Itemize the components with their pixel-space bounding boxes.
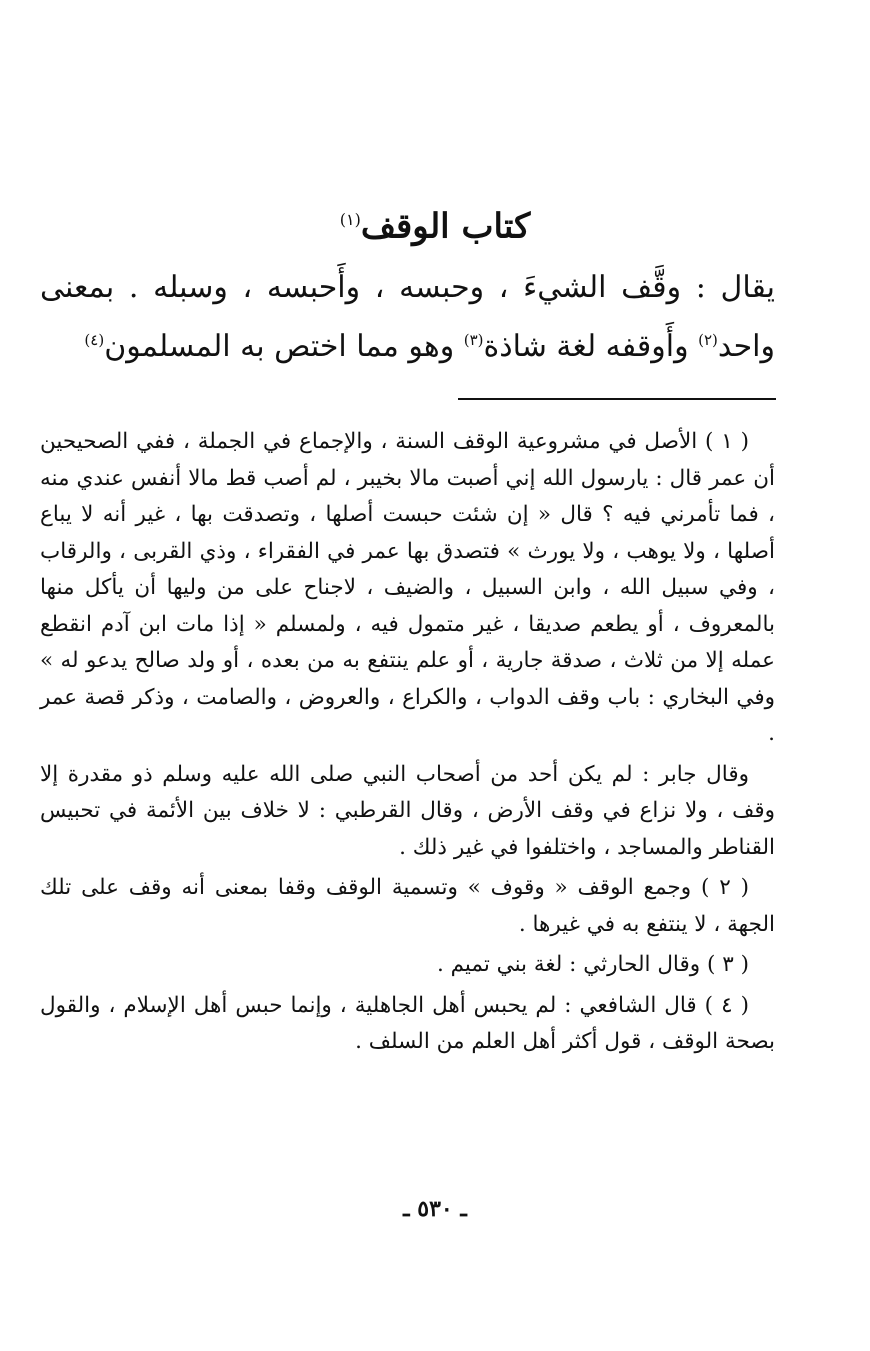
footnote-ref-3: (٣) (463, 331, 484, 349)
footnote-2: ( ٢ ) وجمع الوقف « وقوف » وتسمية الوقف وقفا بمعنى أنه وقف على تلك الجهة ، لا ينتفع به في غيرها . (40, 875, 775, 937)
title-footnote-ref: (١) (339, 210, 361, 229)
footnote-1: ( ١ ) الأصل في مشروعية الوقف السنة ، والإجماع في الجملة ، ففي الصحيحين أن عمر قال : يارسول الله إني أصبت مالا بخيبر ، لم أصب قط مالا أنفس عندي منه ، فما تأمرني فيه ؟ قال « إن شئت حبست أصلها ، وتصدقت بها ، غير أنه لا يباع أصلها ، ولا يوهب ، ولا يورث » فتصدق بها عمر في الفقراء ، وذي القربى ، والرقاب ، وفي سبيل الله ، وابن السبيل ، والضيف ، لاجناح على من وليها أن يأكل منها بالمعروف ، أو يطعم صديقا ، غير متمول فيه ، ولمسلم « إذا مات ابن آدم انقطع عمله إلا من ثلاث ، صدقة جارية ، أو علم ينتفع به من بعده ، أو ولد صالح يدعو له » وفي البخاري : باب وقف الدواب ، والكراع ، والعروض ، والصامت ، وذكر قصة عمر . (40, 429, 775, 746)
footnotes (40, 424, 775, 1061)
main-text-part-1: يقال : وقَّف الشيءَ ، وحبسه ، وأَحبسه ، وسبله . بمعنى واحد (40, 270, 775, 364)
footnote-ref-4: (٤) (84, 331, 105, 349)
footnote-4: ( ٤ ) قال الشافعي : لم يحبس أهل الجاهلية ، وإنما حبس أهل الإسلام ، والقول بصحة الوقف ، قول أكثر أهل العلم من السلف . (40, 992, 775, 1054)
footnote-3: ( ٣ ) وقال الحارثي : لغة بني تميم . (436, 952, 749, 977)
footnote-1-continued: وقال جابر : لم يكن أحد من أصحاب النبي صلى الله عليه وسلم ذو مقدرة إلا وقف ، ولا نزاع في وقف الأرض ، وقال القرطبي : لا خلاف بين الأئمة في تحبيس القناطر والمساجد ، واختلفوا في غير ذلك . (40, 761, 775, 860)
chapter-title (0, 196, 870, 250)
chapter-title-text: كتاب الوقف (360, 206, 531, 247)
main-text-part-3: وهو مما اختص به المسلمون (104, 329, 464, 364)
footnote-ref-2: (٢) (698, 331, 718, 349)
page-number: ـ ٥٣٠ ـ (403, 1196, 467, 1222)
main-text (40, 262, 775, 373)
main-text-part-2: وأَوقفه لغة شاذة (483, 329, 699, 364)
footnote-separator-line (458, 398, 776, 400)
